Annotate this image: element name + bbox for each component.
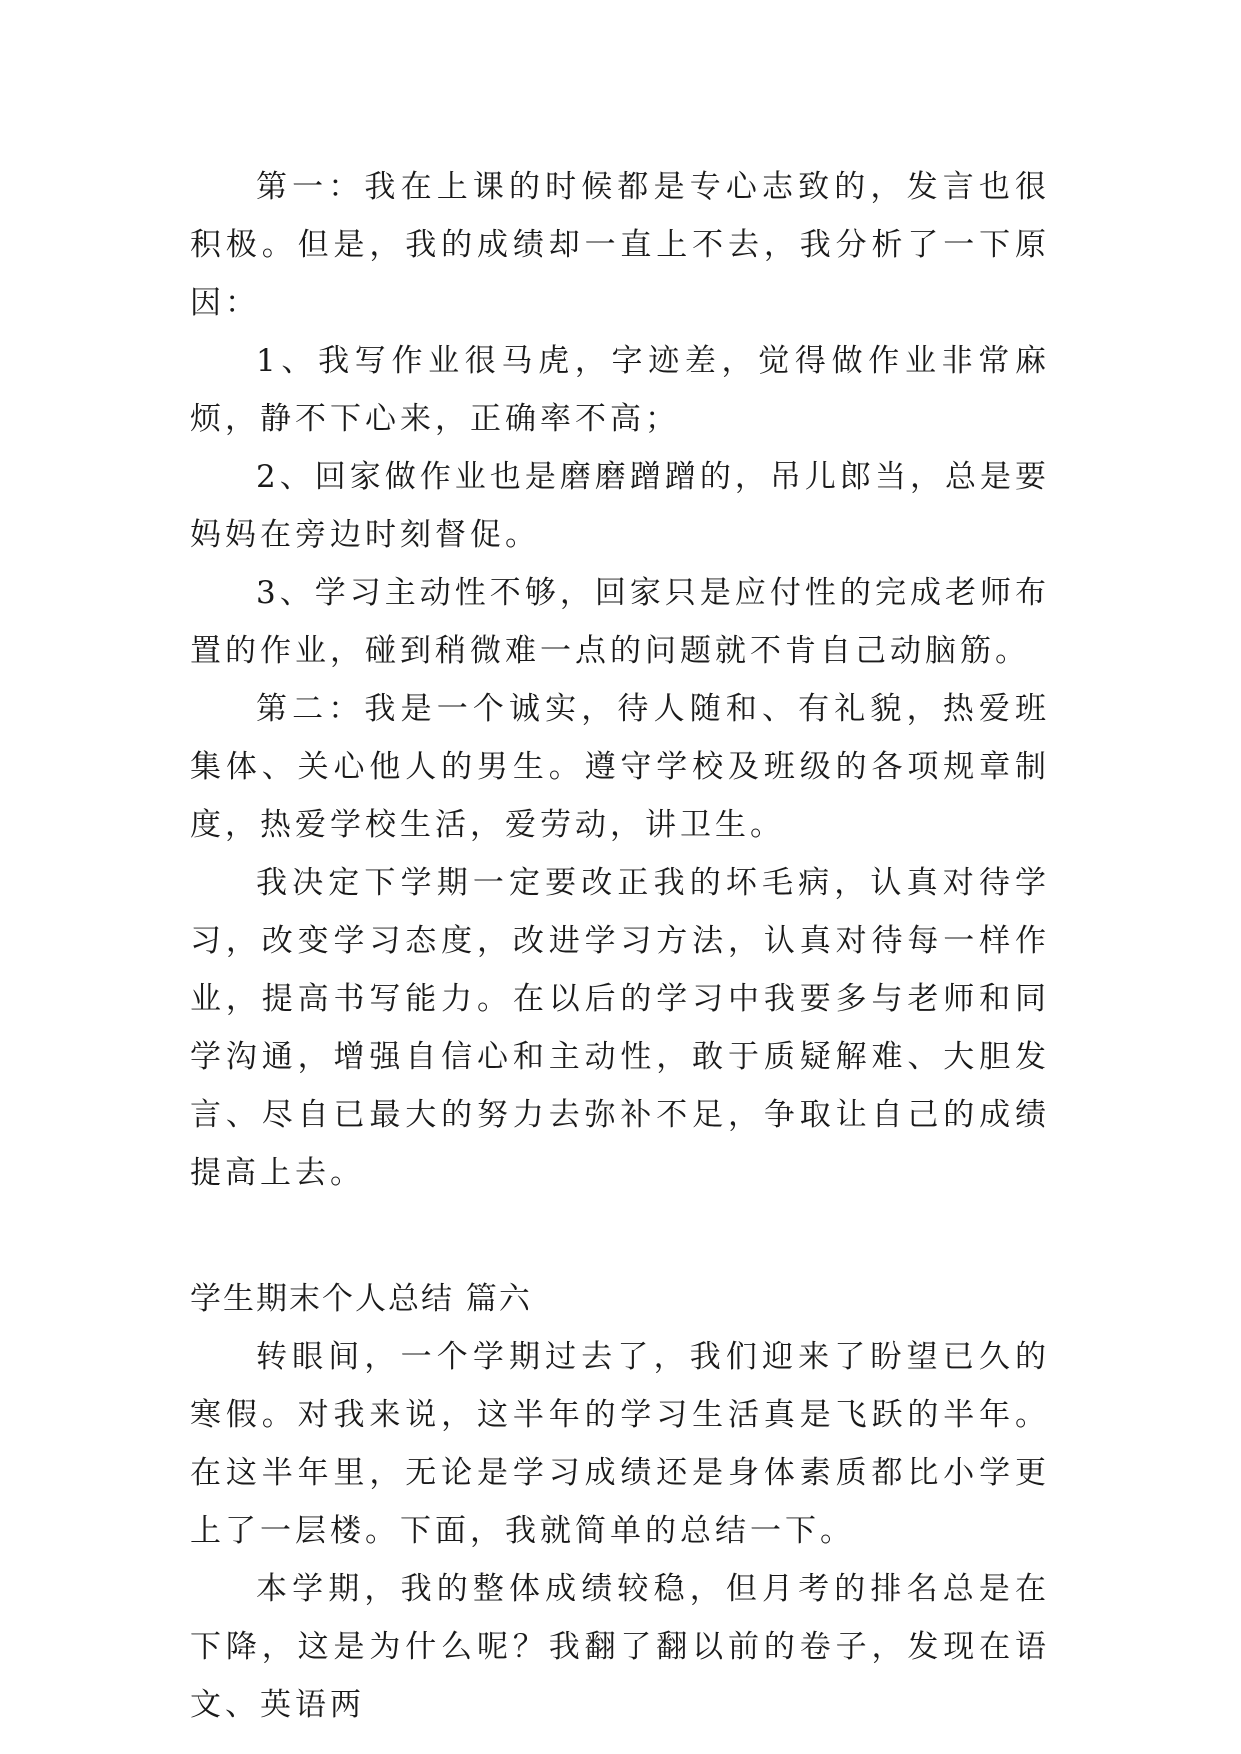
paragraph: 2、回家做作业也是磨磨蹭蹭的，吊儿郎当，总是要妈妈在旁边时刻督促。	[190, 459, 1050, 553]
paragraph: 本学期，我的整体成绩较稳，但月考的排名总是在下降，这是为什么呢？我翻了翻以前的卷子，发现在语文、英语两	[190, 1571, 1050, 1723]
section-heading: 学生期末个人总结 篇六	[190, 1281, 532, 1317]
paragraph: 第一：我在上课的时候都是专心志致的，发言也很积极。但是，我的成绩却一直上不去，我分析了一下原因：	[190, 169, 1050, 321]
document-body	[190, 158, 1050, 1734]
paragraph: 转眼间，一个学期过去了，我们迎来了盼望已久的寒假。对我来说，这半年的学习生活真是飞跃的半年。在这半年里，无论是学习成绩还是身体素质都比小学更上了一层楼。下面，我就简单的总结一下。	[190, 1339, 1050, 1549]
paragraph: 第二：我是一个诚实，待人随和、有礼貌，热爱班集体、关心他人的男生。遵守学校及班级的各项规章制度，热爱学校生活，爱劳动，讲卫生。	[190, 691, 1050, 843]
paragraph: 3、学习主动性不够，回家只是应付性的完成老师布置的作业，碰到稍微难一点的问题就不肯自己动脑筋。	[190, 575, 1050, 669]
section-six	[190, 1270, 1050, 1734]
section-previous	[190, 158, 1050, 1202]
paragraph: 1、我写作业很马虎，字迹差，觉得做作业非常麻烦，静不下心来，正确率不高；	[190, 343, 1050, 437]
paragraph: 我决定下学期一定要改正我的坏毛病，认真对待学习，改变学习态度，改进学习方法，认真对待每一样作业，提高书写能力。在以后的学习中我要多与老师和同学沟通，增强自信心和主动性，敢于质疑解难、大胆发言、尽自已最大的努力去弥补不足，争取让自己的成绩提高上去。	[190, 865, 1050, 1191]
